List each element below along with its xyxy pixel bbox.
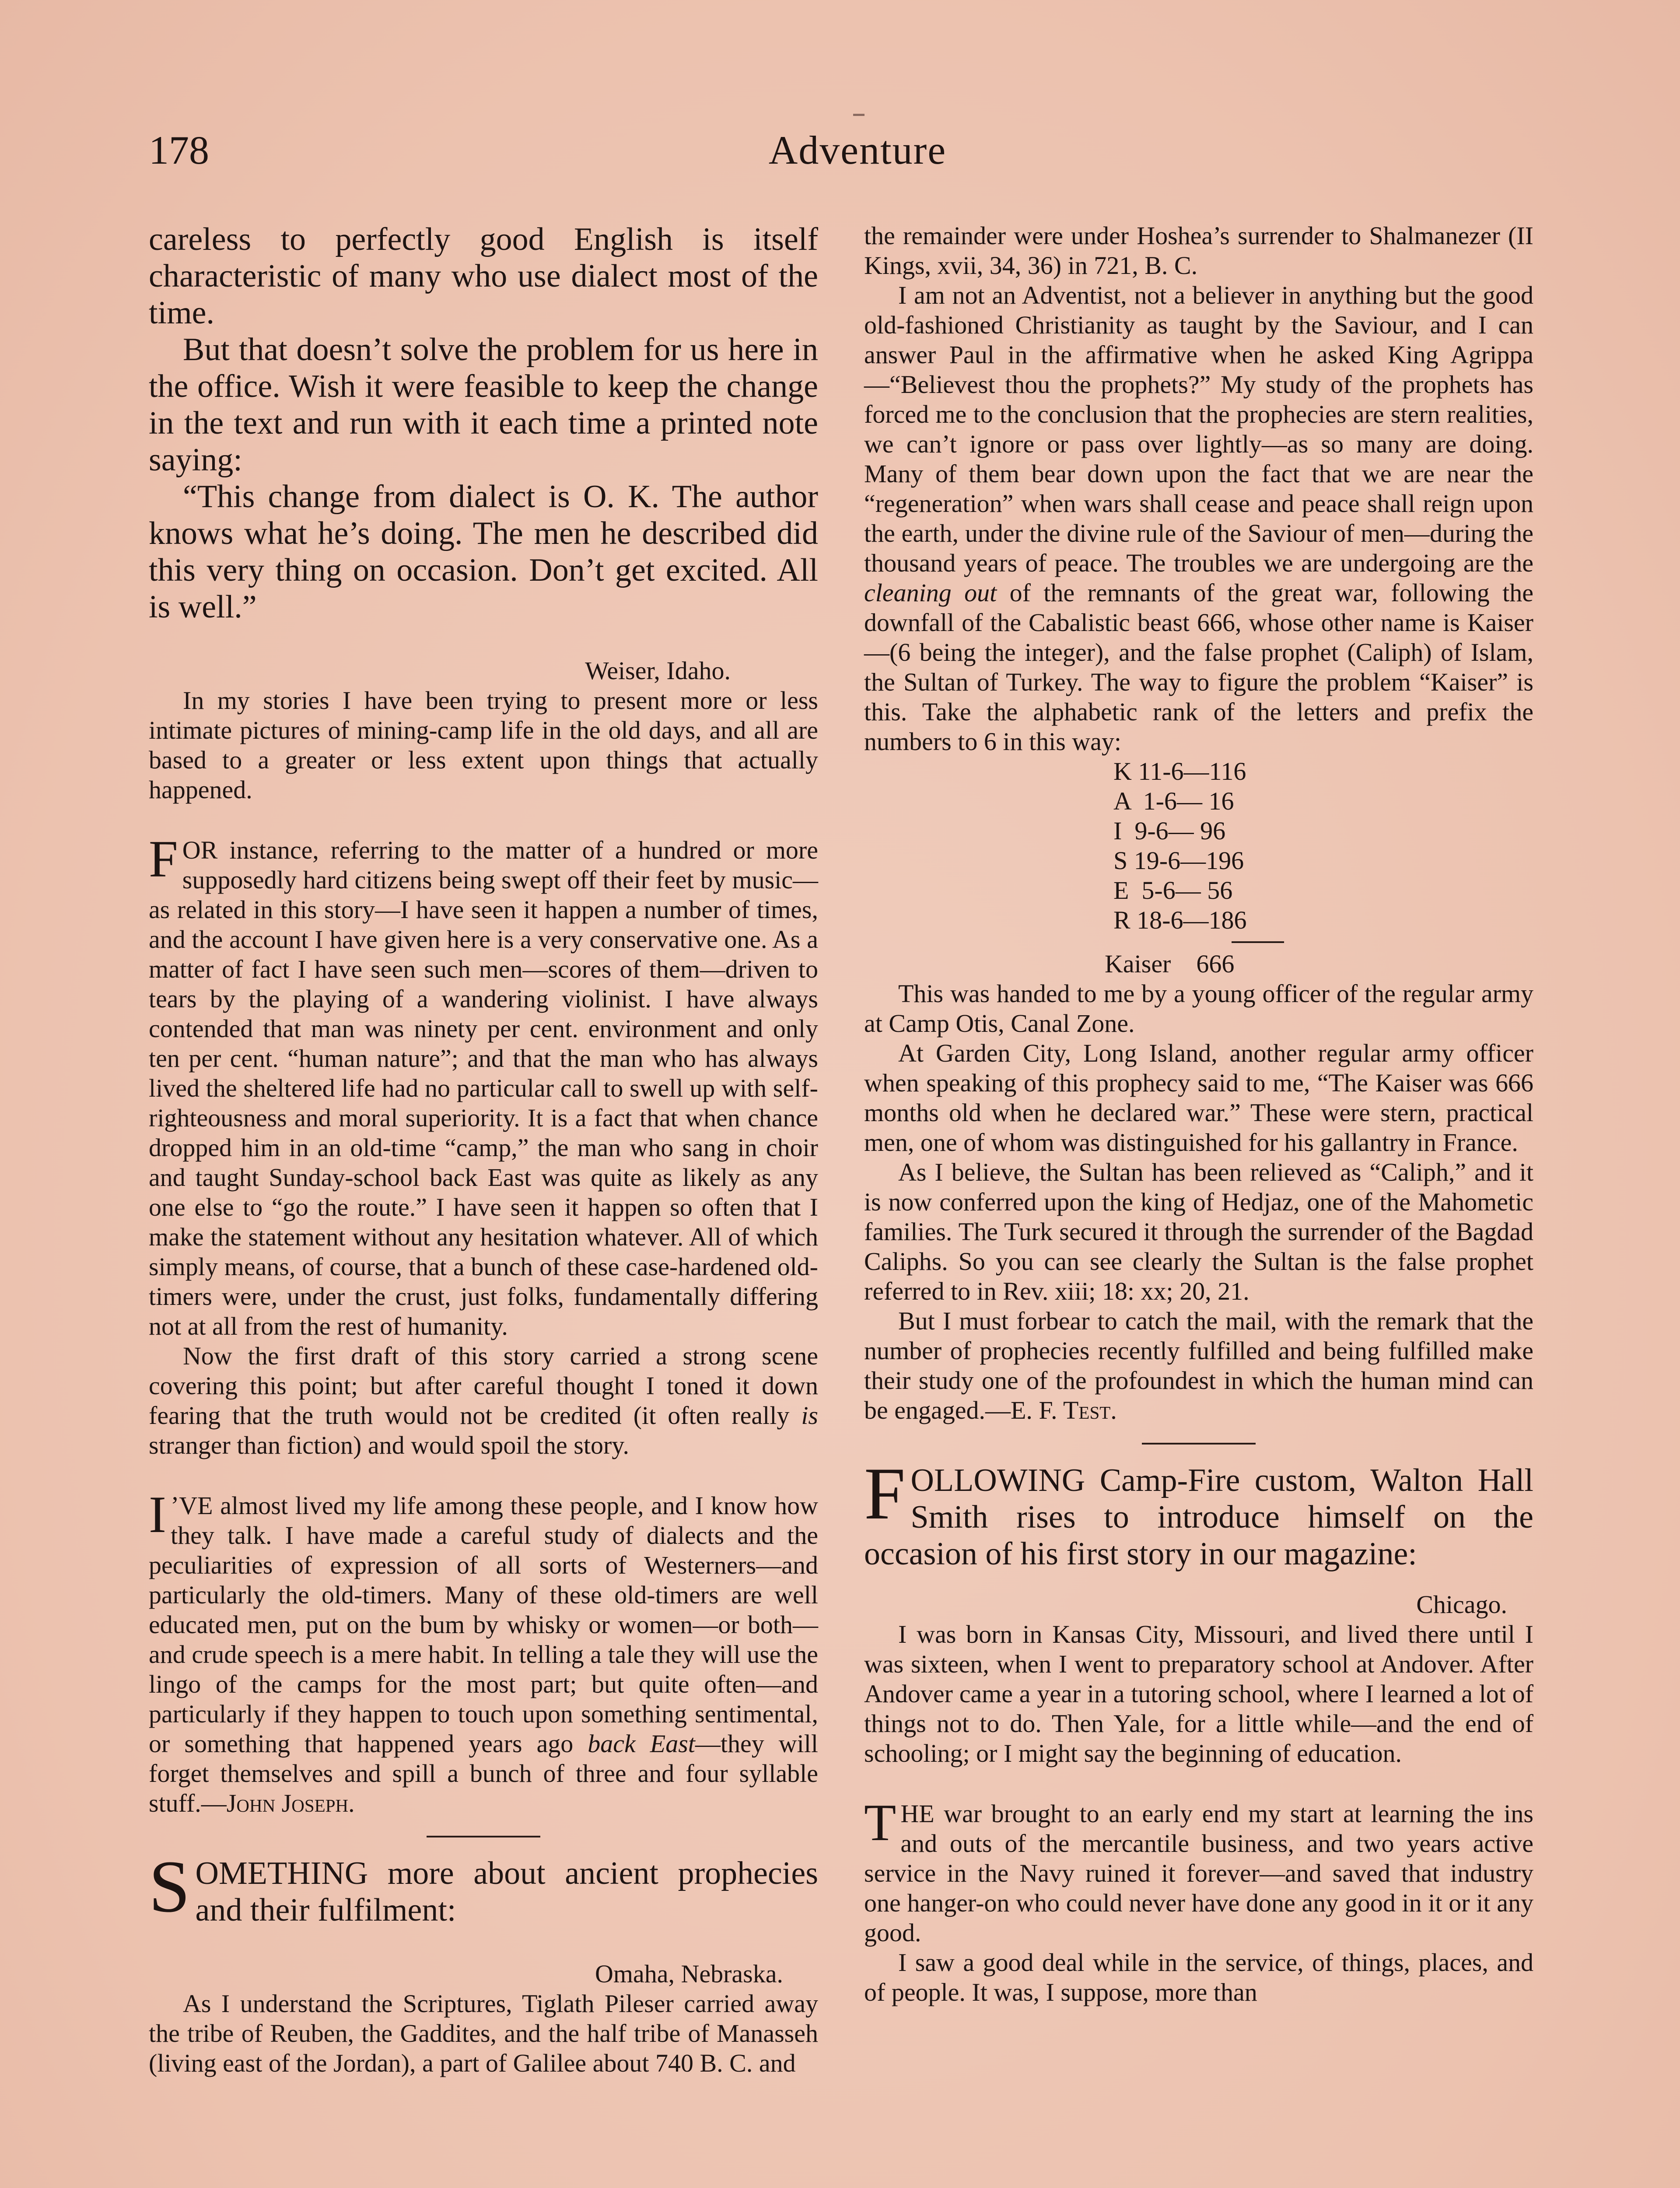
- paragraph: This was handed to me by a young officer of the regular army at Camp Otis, Canal Zone.: [864, 979, 1533, 1038]
- quoted-note: “This change from dialect is O. K. The author knows what he’s doing. The men he described did this very thing on occasion. Don’t get excited. All is well.”: [149, 479, 818, 625]
- kaiser-calculation: [1105, 757, 1358, 979]
- calc-row: A 1-6— 16: [1113, 787, 1234, 815]
- paragraph: careless to perfectly good English is itself characteristic of many who use dialect most of the time.: [149, 221, 818, 331]
- drop-cap: I: [149, 1485, 166, 1543]
- calc-row: S 19-6—196: [1113, 846, 1244, 875]
- paragraph: In my stories I have been trying to present more or less intimate pictures of mining-camp life in the old days, and all are based to a greater or less extent upon things that actually happened.: [149, 686, 818, 804]
- calc-row: K 11-6—116: [1113, 757, 1246, 785]
- page-header: [149, 127, 1566, 184]
- calc-row: R 18-6—186: [1113, 906, 1247, 934]
- signature: John Joseph.: [226, 1789, 355, 1817]
- paragraph-dropcap: FOR instance, referring to the matter of a hundred or more supposedly hard citizens being swept off their feet by music—as related in this story—I have seen it happen a number of times, and the account I have given here is a very conservative one. As a matter of fact I have seen such men—scores of them—driven to tears by the playing of a wandering violinist. I have always contended that man was ninety per cent. environment and only ten per cent. “human nature”; and that the man who has always lived the sheltered life had no particular call to swell up with self-righteousness and moral superiority. It is a fact that when chance dropped him in an old-time “camp,” the man who sang in choir and taught Sunday-school back East was quite as likely as any one else to “go the route.” I have seen it happen so often that I make the statement without any hesitation whatever. All of which simply means, of course, that a bunch of these case-hardened old-timers were, under the crust, just folks, fundamentally differing not at all from the rest of humanity.: [149, 830, 818, 1340]
- left-column: [149, 221, 818, 2078]
- paragraph-dropcap: THE war brought to an early end my start at learning the ins and outs of the mercantile business, and two years active service in the Navy ruined it forever—and saved that industry one hanger-on who could never have done any good in it or it any good.: [864, 1793, 1533, 1947]
- paragraph: the remainder were under Hoshea’s surrender to Shalmanezer (II Kings, xvii, 34, 36) in 721, B. C.: [864, 221, 1533, 280]
- paragraph: But I must forbear to catch the mail, with the remark that the number of prophecies recently fulfilled and being fulfilled make their study one of the profoundest in which the human mind can be engaged.—E. F. Test.: [864, 1307, 1533, 1424]
- paragraph: I am not an Adventist, not a believer in anything but the good old-fashioned Christianity as taught by the Saviour, and I can answer Paul in the affirmative when he asked King Agrippa—“Believest thou the prophets?” My study of the prophets has forced me to the conclusion that the prophecies are stern realities, we can’t ignore or pass over lightly—as so many are doing. Many of them bear down upon the fact that we are near the “regeneration” when wars shall cease and peace shall reign upon the earth, under the divine rule of the Saviour of men—during the thousand years of peace. The troubles we are undergoing are the cleaning out of the remnants of the great war, following the downfall of the Cabalistic beast 666, whose other name is Kaiser—(6 being the integer), and the false prophet (Caliph) of Islam, the Sultan of Turkey. The way to figure the problem “Kaiser” is this. Take the alphabetic rank of the letters and prefix the numbers to 6 in this way:: [864, 281, 1533, 756]
- section-intro: SOMETHING more about ancient prophecies and their fulfilment:: [149, 1845, 818, 1928]
- paragraph: I saw a good deal while in the service, of things, places, and of people. It was, I suppose, more than: [864, 1948, 1533, 2006]
- calc-row: E 5-6— 56: [1113, 876, 1233, 905]
- paragraph: I was born in Kansas City, Missouri, and lived there until I was sixteen, when I went to preparatory school at Andover. After Andover came a year in a tutoring school, where I learned a lot of things not to do. Then Yale, for a little while—and the end of schooling; or I might say the beginning of education.: [864, 1620, 1533, 1767]
- paragraph: At Garden City, Long Island, another regular army officer when speaking of this prophecy said to me, “The Kaiser was 666 months old when he declared war.” These were stern, practical men, one of whom was distinguished for his gallantry in France.: [864, 1039, 1533, 1157]
- paragraph: But that doesn’t solve the problem for us here in the office. Wish it were feasible to keep the change in the text and run with it each time a printed note saying:: [149, 332, 818, 478]
- section-divider: [427, 1836, 540, 1837]
- calc-total: Kaiser 666: [1105, 950, 1235, 978]
- dateline: Weiser, Idaho.: [585, 656, 731, 685]
- printer-mark: [853, 114, 864, 116]
- calc-rule: [1232, 941, 1284, 943]
- signature: E. F. Test.: [1010, 1396, 1117, 1424]
- running-title: Adventure: [768, 128, 947, 172]
- section-intro: FOLLOWING Camp-Fire custom, Walton Hall Smith rises to introduce himself on the occasion of his first story in our magazine:: [864, 1452, 1533, 1572]
- drop-cap: F: [864, 1452, 906, 1535]
- paragraph-dropcap: I ’VE almost lived my life among these people, and I know how they talk. I have made a careful study of dialects and the peculiarities of expression of all sorts of Westerners—and particularly the old-timers. Many of these old-timers are well educated men, put on the bum by whisky or women—or both—and crude speech is a mere habit. In telling a tale they will use the lingo of the camps for the most part; but quite often—and particularly if they happen to touch upon something sentimental, or something that happened years ago back East—they will forget themselves and spill a bunch of three and four syllable stuff.—John Joseph.: [149, 1485, 818, 1817]
- dateline: Chicago.: [1416, 1590, 1507, 1619]
- section-divider: [1142, 1443, 1256, 1445]
- dateline: Omaha, Nebraska.: [595, 1960, 783, 1988]
- calc-row: I 9-6— 96: [1113, 817, 1226, 845]
- right-column: [864, 221, 1533, 2007]
- paragraph: As I believe, the Sultan has been relieved as “Caliph,” and it is now conferred upon the king of Hedjaz, one of the Mahometic families. The Turk secured it through the surrender of the Bagdad Caliphs. So you can see clearly the Sultan is the false prophet referred to in Rev. xiii; 18: xx; 20, 21.: [864, 1158, 1533, 1305]
- drop-cap: F: [149, 830, 178, 888]
- paragraph: As I understand the Scriptures, Tiglath Pileser carried away the tribe of Reuben, the Gaddites, and the half tribe of Manasseh (living east of the Jordan), a part of Galilee about 740 B. C. and: [149, 1989, 818, 2077]
- drop-cap: T: [864, 1793, 896, 1851]
- paragraph: Now the first draft of this story carried a strong scene covering this point; but after careful thought I toned it down fearing that the truth would not be credited (it often really is stranger than fiction) and would spoil the story.: [149, 1342, 818, 1459]
- drop-cap: S: [149, 1845, 190, 1928]
- page-number: 178: [149, 128, 209, 172]
